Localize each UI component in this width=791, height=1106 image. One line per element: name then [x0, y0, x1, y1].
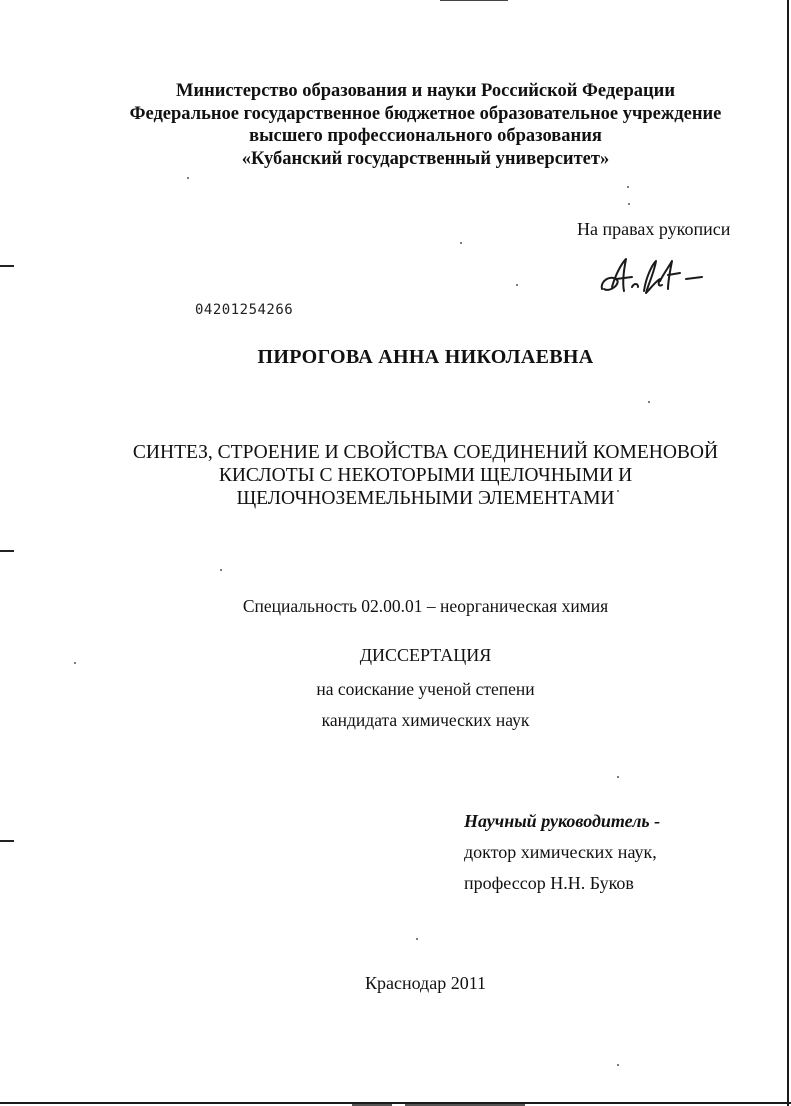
scan-speck [617, 776, 619, 778]
degree-line-2: кандидата химических наук [321, 710, 530, 730]
advisor-role: Научный руководитель - [464, 811, 661, 831]
scan-tick-left [0, 550, 14, 552]
header-line-ministry: Министерство образования и науки Российской Федерации [175, 81, 675, 101]
document-type: ДИССЕРТАЦИЯ [359, 645, 492, 665]
scan-tick-left [0, 840, 14, 842]
scan-speck [516, 284, 518, 286]
scan-border-bottom [0, 1102, 791, 1104]
degree-line-1: на соискание ученой степени [316, 679, 535, 699]
advisor-name: профессор Н.Н. Буков [464, 873, 634, 893]
document-number: 04201254266 [195, 302, 294, 318]
scan-speck [416, 938, 418, 940]
scan-tick-left [0, 265, 14, 267]
scan-speck [627, 186, 629, 188]
title-line: ЩЕЛОЧНОЗЕМЕЛЬНЫМИ ЭЛЕМЕНТАМИ [236, 488, 615, 509]
header-line-institution: Федеральное государственное бюджетное образовательное учреждение [129, 103, 722, 124]
city-year: Краснодар 2011 [364, 973, 487, 993]
dissertation-title [30, 441, 791, 510]
specialty-line: Специальность 02.00.01 – неорганическая химия [242, 596, 609, 616]
title-line: СИНТЕЗ, СТРОЕНИЕ И СВОЙСТВА СОЕДИНЕНИЙ КОМЕНОВОЙ [132, 442, 719, 463]
header-line-education: высшего профессионального образования [249, 126, 602, 146]
scan-mark-top [440, 0, 508, 1]
advisor-degree: доктор химических наук, [464, 842, 657, 862]
author-name: ПИРОГОВА АННА НИКОЛАЕВНА [257, 346, 594, 368]
scan-speck [187, 177, 189, 179]
scan-speck [617, 1064, 619, 1066]
manuscript-rights-label: На правах рукописи [577, 219, 731, 239]
institution-header [30, 80, 791, 170]
scan-speck [460, 242, 462, 244]
handwritten-signature [598, 253, 704, 299]
scan-speck [628, 203, 630, 205]
title-line: КИСЛОТЫ С НЕКОТОРЫМИ ЩЕЛОЧНЫМИ И [218, 465, 633, 486]
scientific-advisor [464, 806, 660, 899]
scan-speck [220, 569, 222, 571]
scan-speck [648, 401, 650, 403]
header-line-university: «Кубанский государственный университет» [241, 148, 610, 169]
